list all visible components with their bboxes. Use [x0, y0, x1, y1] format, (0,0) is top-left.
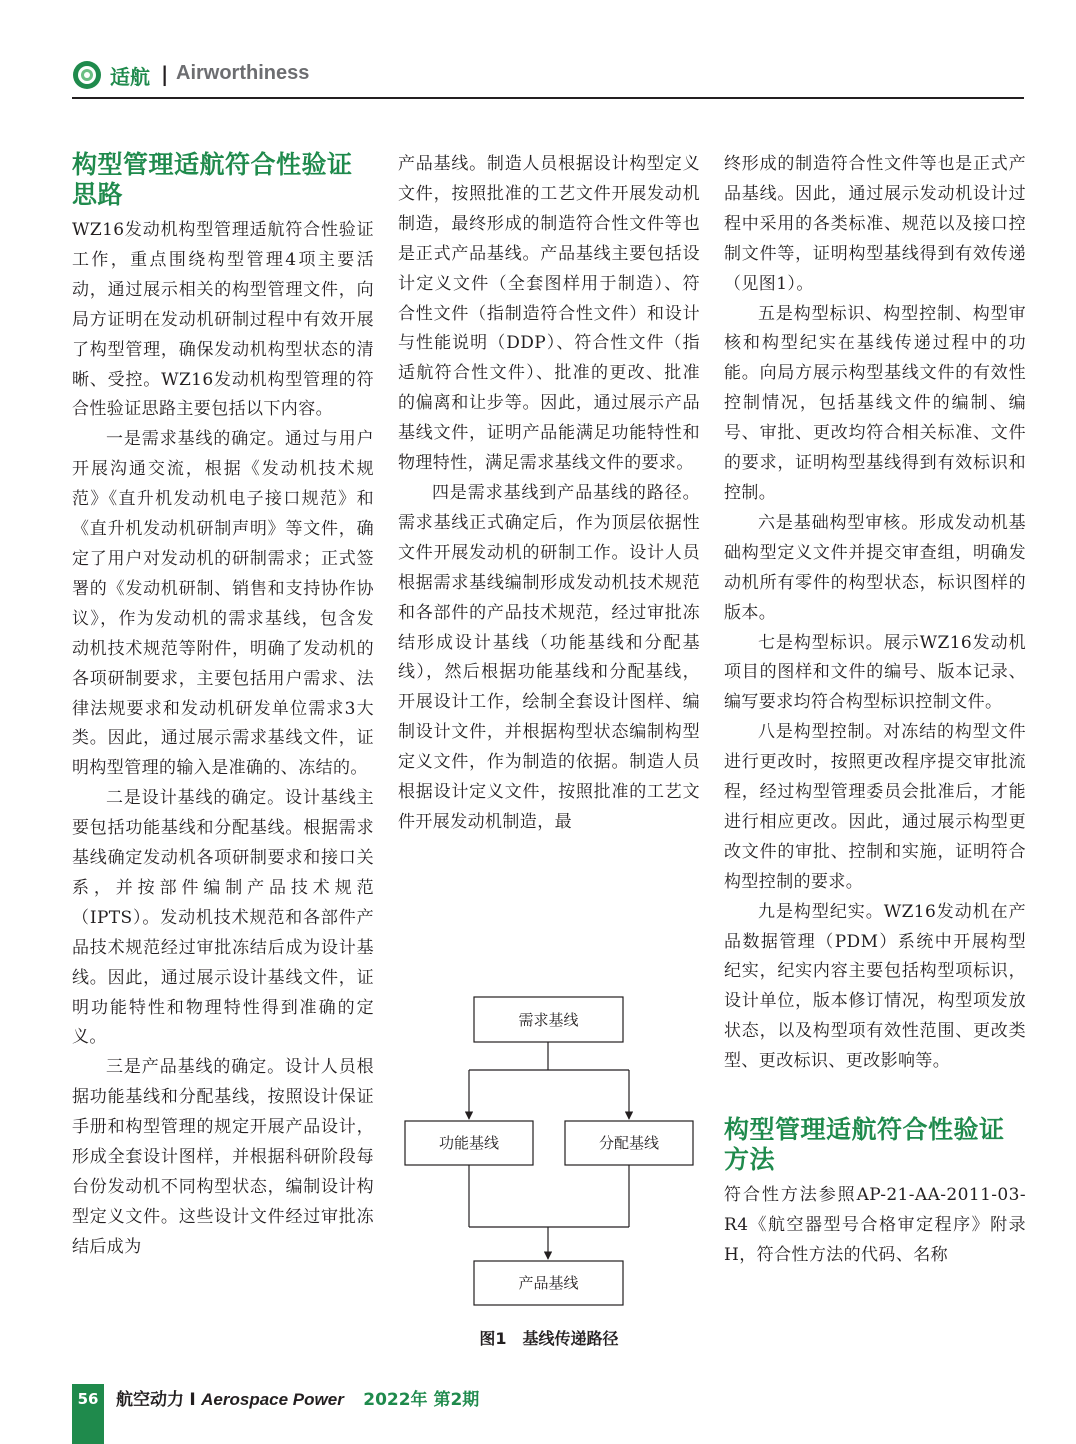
page-number: 56	[77, 1390, 99, 1408]
column-2	[398, 150, 700, 838]
section-heading-method: 构型管理适航符合性验证方法	[724, 1115, 1005, 1175]
label-functional-baseline: 功能基线	[438, 1134, 500, 1152]
journal-name-zh: 航空动力	[116, 1390, 184, 1410]
column-3	[724, 150, 1026, 1271]
label-allocated-baseline: 分配基线	[598, 1134, 660, 1152]
paragraph: 八是构型控制。对冻结的构型文件进行更改时，按照更改程序提交审批流程，经过构型管理委员会批准后，才能进行相应更改。因此，通过展示构型更改文件的审批、控制和实施，证明符合构型控制的要求。	[724, 722, 1026, 892]
paragraph: 符合性方法参照AP-21-AA-2011-03-R4《航空器型号合格审定程序》附录H，符合性方法的代码、名称	[724, 1185, 1026, 1265]
paragraph: 二是设计基线的确定。设计基线主要包括功能基线和分配基线。根据需求基线确定发动机各项研制要求和接口关系，并按部件编制产品技术规范（IPTS）。发动机技术规范和各部件产品技术规范经过审批冻结后成为设计基线。因此，通过展示设计基线文件，证明功能特性和物理特性得到准确的定义。	[72, 788, 374, 1048]
label-requirement-baseline: 需求基线	[518, 1011, 579, 1029]
flow-diagram	[398, 990, 700, 1320]
paragraph: 产品基线。制造人员根据设计构型定义文件，按照批准的工艺文件开展发动机制造，最终形成的制造符合性文件等也是正式产品基线。产品基线主要包括设计定义文件（全套图样用于制造）、符合性文件（指制造符合性文件）和设计与性能说明（DDP）、符合性文件（指适航符合性文件）、批准的更改、批准的偏离和让步等。因此，通过展示产品基线文件，证明产品能满足功能特性和物理特性，满足需求基线文件的要求。	[398, 154, 700, 474]
column-1	[72, 150, 374, 1263]
paragraph: 终形成的制造符合性文件等也是正式产品基线。因此，通过展示发动机设计过程中采用的各类标准、规范以及接口控制文件等，证明构型基线得到有效传递（见图1）。	[724, 154, 1026, 294]
paragraph: WZ16发动机构型管理适航符合性验证工作，重点围绕构型管理4项主要活动，通过展示相关的构型管理文件，向局方证明在发动机研制过程中有效开展了构型管理，确保发动机构型状态的清晰、受控。WZ16发动机构型管理的符合性验证思路主要包括以下内容。	[72, 220, 374, 420]
green-circle-logo-icon	[72, 60, 102, 90]
section-heading-approach: 构型管理适航符合性验证思路	[72, 150, 353, 209]
journal-name-en: Aerospace Power	[201, 1390, 344, 1409]
paragraph: 九是构型纪实。WZ16发动机在产品数据管理（PDM）系统中开展构型纪实，纪实内容主要包括构型项标识，设计单位，版本修订情况，构型项发放状态，以及构型项有效性范围、更改类型、更改标识、更改影响等。	[724, 901, 1026, 1072]
paragraph: 七是构型标识。展示WZ16发动机项目的图样和文件的编号、版本记录、编写要求均符合构型标识控制文件。	[724, 632, 1026, 713]
header-rule	[72, 97, 1024, 99]
figure-baseline-flow	[398, 990, 700, 1360]
journal-issue: 2022年 第2期	[363, 1390, 480, 1410]
section-title-zh: 适航	[110, 65, 150, 89]
paragraph: 四是需求基线到产品基线的路径。需求基线正式确定后，作为顶层依据性文件开展发动机的研制工作。设计人员根据需求基线编制形成发动机技术规范和各部件的产品技术规范，经过审批冻结形成设计基线（功能基线和分配基线），然后根据功能基线和分配基线，开展设计工作，绘制全套设计图样、编制设计文件，并根据构型状态编制构型定义文件，作为制造的依据。制造人员根据设计定义文件，按照批准的工艺文件开展发动机制造，最	[398, 482, 700, 832]
figure-caption: 图1 基线传递路径	[479, 1329, 619, 1348]
paragraph: 三是产品基线的确定。设计人员根据功能基线和分配基线，按照设计保证手册和构型管理的规定开展产品设计，形成全套设计图样，并根据科研阶段每台份发动机不同构型状态，编制设计构型定义文件。这些设计文件经过审批冻结后成为	[72, 1057, 374, 1257]
journal-separator: I	[189, 1390, 196, 1410]
label-product-baseline: 产品基线	[518, 1274, 579, 1292]
page-header	[72, 58, 1024, 92]
paragraph: 一是需求基线的确定。通过与用户开展沟通交流，根据《发动机技术规范》《直升机发动机电子接口规范》和《直升机发动机研制声明》等文件，确定了用户对发动机的研制需求；正式签署的《发动机研制、销售和支持协作协议》，作为发动机的需求基线，包含发动机技术规范等附件，明确了发动机的各项研制要求，主要包括用户需求、法律法规要求和发动机研发单位需求3大类。因此，通过展示需求基线文件，证明构型管理的输入是准确的、冻结的。	[72, 429, 374, 779]
header-separator: |	[161, 62, 169, 86]
section-title-en: Airworthiness	[176, 62, 310, 84]
paragraph: 五是构型标识、构型控制、构型审核和构型纪实在基线传递过程中的功能。向局方展示构型基线文件的有效性控制情况，包括基线文件的编制、编号、审批、更改均符合相关标准、文件的要求，证明构型基线得到有效标识和控制。	[724, 303, 1026, 503]
paragraph: 六是基础构型审核。形成发动机基础构型定义文件并提交审查组，明确发动机所有零件的构型状态，标识图样的版本。	[724, 512, 1026, 623]
footer-journal	[116, 1385, 479, 1410]
